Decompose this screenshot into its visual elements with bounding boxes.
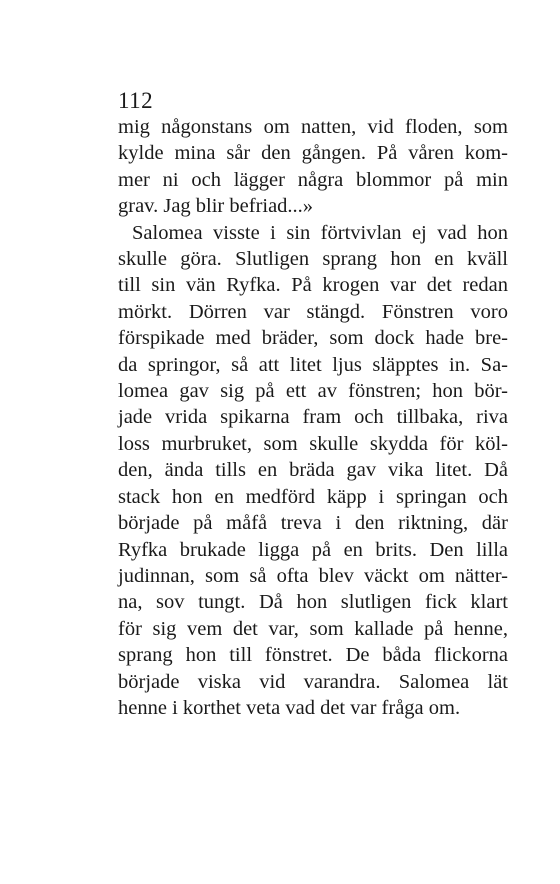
- text-line: började viska vid varandra. Salomea lät: [118, 670, 508, 693]
- text-line: mer ni och lägger några blommor på min: [118, 168, 508, 191]
- text-line: mörkt. Dörren var stängd. Fönstren voro: [118, 300, 508, 323]
- body-text: [118, 114, 508, 721]
- text-line: Salomea visste i sin förtvivlan ej vad hon: [132, 221, 508, 244]
- text-line: stack hon en medförd käpp i springan och: [118, 485, 508, 508]
- text-line: för sig vem det var, som kallade på henne,: [118, 617, 508, 640]
- text-line: till sin vän Ryfka. På krogen var det redan: [118, 274, 508, 297]
- text-line: da springor, så att litet ljus släpptes in. Sa-: [118, 353, 508, 376]
- text-line: skulle göra. Slutligen sprang hon en kväll: [118, 248, 508, 271]
- text-line: lomea gav sig på ett av fönstren; hon bör-: [118, 380, 508, 403]
- text-line: judinnan, som så ofta blev väckt om nätter-: [118, 564, 508, 587]
- text-line: loss murbruket, som skulle skydda för köl-: [118, 432, 508, 455]
- text-line: jade vrida spikarna fram och tillbaka, riva: [118, 406, 508, 429]
- text-line: henne i korthet veta vad det var fråga om.: [118, 696, 461, 719]
- text-line: den, ända tills en bräda gav vika litet. Då: [118, 459, 508, 482]
- text-line: Ryfka brukade ligga på en brits. Den lilla: [118, 538, 508, 561]
- text-line: kylde mina sår den gången. På våren kom-: [118, 142, 508, 165]
- text-line: mig någonstans om natten, vid floden, som: [118, 116, 508, 138]
- text-line: sprang hon till fönstret. De båda flickorna: [118, 644, 508, 667]
- page-number: 112: [118, 88, 154, 113]
- text-line: förspikade med bräder, som dock hade bre-: [118, 327, 508, 350]
- text-line: började på måfå treva i den riktning, där: [118, 512, 508, 535]
- text-line: na, sov tungt. Då hon slutligen fick klart: [118, 591, 508, 614]
- text-line: grav. Jag blir befriad...»: [118, 195, 314, 218]
